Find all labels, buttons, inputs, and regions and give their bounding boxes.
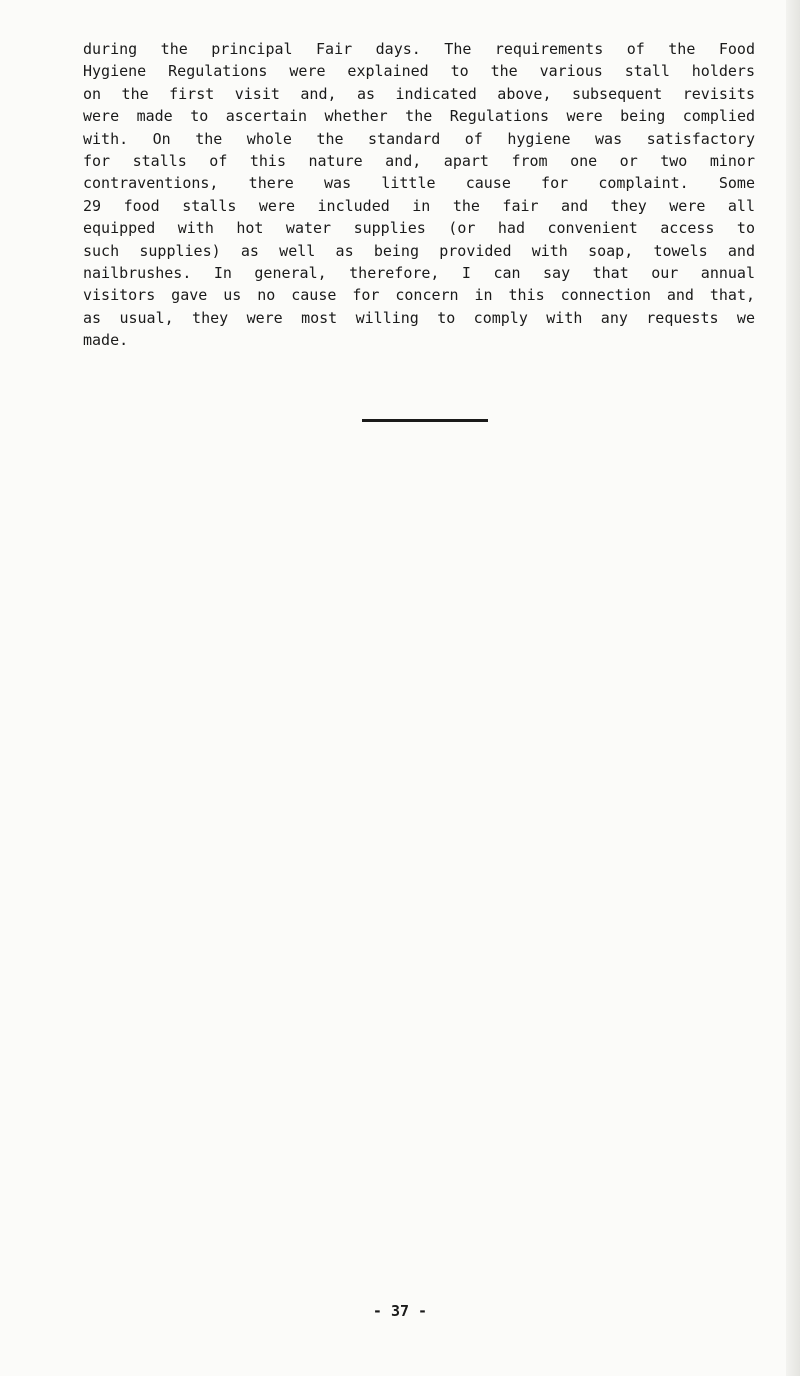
- text-line: on the first visit and, as indicated above, subsequent revisits: [83, 84, 755, 103]
- text-line: contraventions, there was little cause for complaint. Some: [83, 174, 755, 193]
- text-line: as usual, they were most willing to comply with any requests we: [83, 308, 755, 327]
- text-line: such supplies) as well as being provided with soap, towels and: [83, 241, 755, 260]
- body-paragraph: [83, 38, 755, 352]
- text-line: with. On the whole the standard of hygiene was satisfactory: [83, 129, 755, 148]
- text-line: 29 food stalls were included in the fair and they were all: [83, 196, 755, 215]
- section-divider: [362, 419, 488, 422]
- text-line: made.: [83, 331, 129, 350]
- text-line: equipped with hot water supplies (or had convenient access to: [83, 219, 755, 238]
- text-line: were made to ascertain whether the Regulations were being complied: [83, 107, 755, 126]
- text-line: during the principal Fair days. The requirements of the Food: [83, 40, 755, 58]
- page-number: - 37 -: [372, 1302, 428, 1320]
- page-edge-shadow: [786, 0, 800, 1376]
- text-line: for stalls of this nature and, apart from one or two minor: [83, 152, 755, 171]
- text-line: visitors gave us no cause for concern in this connection and that,: [83, 286, 755, 305]
- text-line: nailbrushes. In general, therefore, I can say that our annual: [83, 264, 755, 283]
- text-line: Hygiene Regulations were explained to the various stall holders: [83, 62, 755, 81]
